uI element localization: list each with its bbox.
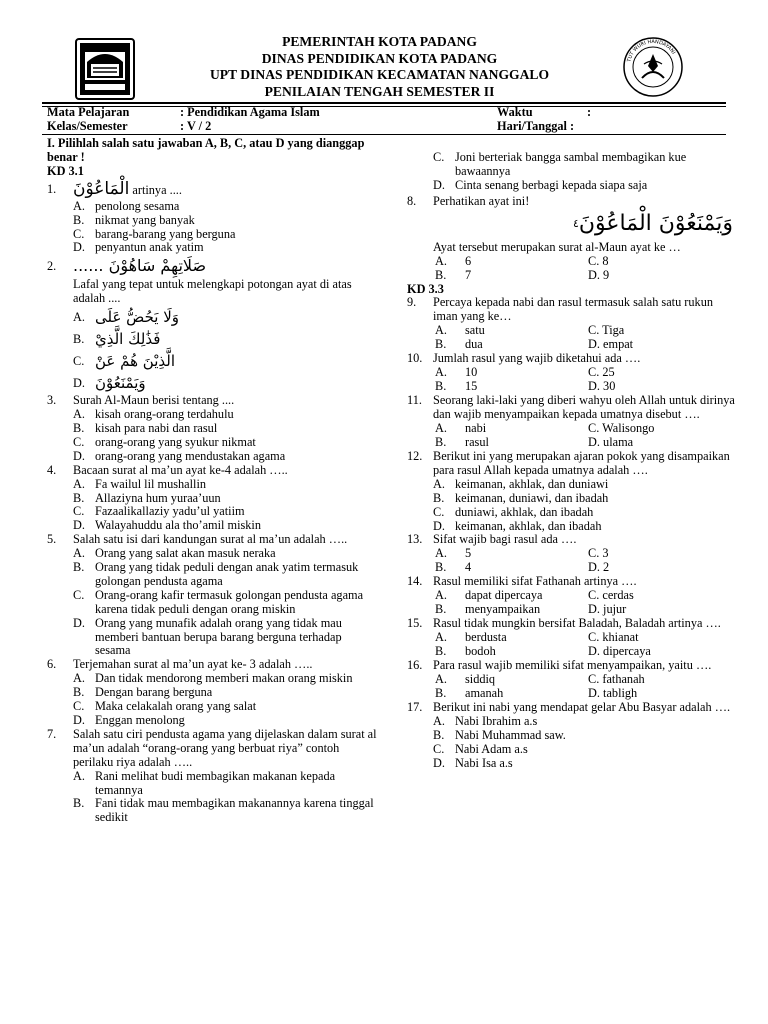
option[interactable]: rasul xyxy=(465,434,489,449)
option[interactable]: 7 xyxy=(465,267,472,282)
tut-wuri-handayani-logo xyxy=(620,36,686,98)
ayah-text: وَيَمْنَعُوْنَ الْمَاعُوْنَ xyxy=(578,210,733,236)
option[interactable]: C. khianat xyxy=(588,630,639,645)
option-row: B. rasul D. ulama xyxy=(435,434,634,449)
option[interactable]: D. Orang yang munafik adalah orang yang tidak mau memberi bantuan berupa barang berguna terhadap sesama xyxy=(73,615,342,658)
option[interactable]: C. Nabi Adam a.s xyxy=(433,741,528,756)
option[interactable]: D. وَيَمْنَعُوْنَ xyxy=(73,374,146,393)
question-text: Percaya kepada nabi dan rasul termasuk salah satu rukun iman yang ke… xyxy=(433,295,713,324)
question-text: Sifat wajib bagi rasul ada …. xyxy=(433,532,577,547)
logo-motto: TUT WURI HANDAYANI xyxy=(626,38,677,63)
option[interactable]: D. 30 xyxy=(588,379,616,394)
kd-3-1: KD 3.1 xyxy=(47,163,84,178)
option[interactable]: D. keimanan, akhlak, dan ibadah xyxy=(433,518,602,533)
option-row: A. dapat dipercaya C. cerdas xyxy=(435,588,634,603)
option[interactable]: A. وَلَا يَحُضُّ عَلَى xyxy=(73,308,179,327)
option-row: B. 7 D. 9 xyxy=(435,267,610,282)
question-number: 2. xyxy=(47,259,57,274)
instruction: I. Pilihlah salah satu jawaban A, B, C, atau D yang dianggap benar ! xyxy=(47,136,365,164)
question-number: 1. xyxy=(47,181,57,196)
option[interactable]: D. Enggan menolong xyxy=(73,713,185,727)
option-row: A. 6 C. 8 xyxy=(435,253,609,268)
question-text: artinya .... xyxy=(129,182,182,197)
exam-header xyxy=(75,34,690,102)
option[interactable]: D. orang-orang yang mendustakan agama xyxy=(73,448,286,463)
option[interactable]: A. Nabi Ibrahim a.s xyxy=(433,713,538,728)
question-text: Berikut ini yang merupakan ajaran pokok yang disampaikan para rasul Allah kepada umatnya adalah …. xyxy=(433,448,730,477)
option-row: B. dua D. empat xyxy=(435,337,634,352)
right-column xyxy=(407,151,737,771)
option[interactable]: B. Allaziyna hum yuraa’uun xyxy=(73,490,221,505)
question-text: Ayat tersebut merupakan surat al-Maun ayat ke … xyxy=(433,239,681,254)
option[interactable]: amanah xyxy=(465,686,504,701)
question-2 xyxy=(47,255,377,278)
option-row: B. 4 D. 2 xyxy=(435,560,610,575)
option[interactable]: D. tabligh xyxy=(588,686,638,701)
question-16: 16. Para rasul wajib memiliki sifat menyampaikan, yaitu …. xyxy=(407,658,712,673)
option[interactable]: A. kisah orang-orang terdahulu xyxy=(73,407,234,422)
option[interactable]: B. kisah para nabi dan rasul xyxy=(73,420,218,435)
option[interactable]: B. Orang yang tidak peduli dengan anak yatim termasuk golongan pendusta agama xyxy=(73,560,359,588)
subject-label: Mata Pelajaran xyxy=(47,105,130,119)
exam-info xyxy=(47,105,737,133)
option[interactable]: A. penolong sesama xyxy=(73,198,180,213)
class-label: Kelas/Semester xyxy=(47,119,128,133)
time-label: Waktu xyxy=(497,105,533,119)
option[interactable]: C. cerdas xyxy=(588,588,634,603)
option-row: A. 5 C. 3 xyxy=(435,546,609,561)
arabic-text: صَلَاتِهِمْ سَاهُوْنَ ...... xyxy=(73,256,207,276)
option[interactable]: C. Fazaalikallaziy yadu’ul yatiim xyxy=(73,504,245,519)
option[interactable]: C. الَّذِيْنَ هُمْ عَنْ xyxy=(73,352,176,371)
option[interactable]: 5 xyxy=(465,546,472,561)
class-value: : V / 2 xyxy=(180,119,212,133)
option-row: B. bodoh D. dipercaya xyxy=(435,644,651,659)
option[interactable]: D. Walayahuddu ala tho’amil miskin xyxy=(73,518,262,533)
header-line-3: UPT DINAS PENDIDIKAN KECAMATAN NANGGALO xyxy=(209,67,550,82)
option[interactable]: 15 xyxy=(465,379,478,394)
option[interactable]: D. ulama xyxy=(588,434,634,449)
option[interactable]: D. 9 xyxy=(588,267,610,282)
option[interactable]: D. 2 xyxy=(588,560,610,575)
date-label: Hari/Tanggal : xyxy=(497,119,575,133)
question-text: Bacaan surat al ma’un ayat ke-4 adalah ….. xyxy=(73,462,288,477)
option[interactable]: A. Orang yang salat akan masuk neraka xyxy=(73,546,276,561)
option[interactable]: D. Cinta senang berbagi kepada siapa saja xyxy=(433,177,648,192)
question-text: Rasul tidak mungkin bersifat Baladah, Baladah artinya …. xyxy=(433,616,721,631)
option[interactable]: C. barang-barang yang berguna xyxy=(73,226,236,241)
left-column xyxy=(47,137,377,825)
option[interactable]: C. Orang-orang kafir termasuk golongan pendusta agama karena tidak peduli dengan orang miskin xyxy=(73,587,364,616)
option-row: B. amanah D. tabligh xyxy=(435,686,638,701)
option[interactable]: 4 xyxy=(465,560,472,575)
option[interactable]: dua xyxy=(465,337,483,352)
question-15: 15. Rasul tidak mungkin bersifat Baladah, Baladah artinya …. xyxy=(407,616,721,631)
question-11: 11. Seorang laki-laki yang diberi wahyu oleh Allah untuk dirinya dan wajib menyampaikan kepada umatnya disebut …. xyxy=(407,393,735,422)
padang-city-logo xyxy=(75,38,135,100)
option-row: B. menyampaikan D. jujur xyxy=(435,602,627,617)
option[interactable]: B. Dengan barang berguna xyxy=(73,685,213,700)
question-text: Salah satu isi dari kandungan surat al ma’un adalah ….. xyxy=(73,532,348,547)
option[interactable]: D. jujur xyxy=(588,602,627,617)
option[interactable]: B. keimanan, duniawi, dan ibadah xyxy=(433,490,609,505)
arabic-text: الْمَاعُوْنَ xyxy=(73,178,130,199)
option[interactable]: B. فَذَٰلِكَ الَّذِيْ xyxy=(73,330,161,349)
option[interactable]: B. Nabi Muhammad saw. xyxy=(433,727,566,742)
option[interactable]: 6 xyxy=(465,253,472,268)
option[interactable]: C. Tiga xyxy=(588,323,625,338)
option[interactable]: D. dipercaya xyxy=(588,644,651,659)
option[interactable]: C. duniawi, akhlak, dan ibadah xyxy=(433,504,594,519)
header-rule-thick xyxy=(42,102,726,104)
question-text: Terjemahan surat al ma’un ayat ke- 3 adalah ….. xyxy=(73,657,313,672)
question-1 xyxy=(47,179,377,200)
option[interactable]: C. 8 xyxy=(588,253,609,268)
option[interactable]: C. Maka celakalah orang yang salat xyxy=(73,699,257,714)
question-13: 13. Sifat wajib bagi rasul ada …. xyxy=(407,532,577,547)
option-row: A. nabi C. Walisongo xyxy=(435,420,655,435)
question-text: Perhatikan ayat ini! xyxy=(433,193,530,208)
header-line-4: PENILAIAN TENGAH SEMESTER II xyxy=(264,83,495,99)
option[interactable]: D. penyantun anak yatim xyxy=(73,240,204,255)
option[interactable]: C. Joni berteriak bangga sambal membagikan kue bawaannya xyxy=(433,150,687,178)
question-12: 12. Berikut ini yang merupakan ajaran pokok yang disampaikan para rasul Allah kepada umatnya adalah …. xyxy=(407,448,730,477)
option[interactable]: A. Dan tidak mendorong memberi makan orang miskin xyxy=(73,671,353,686)
option[interactable]: nabi xyxy=(465,420,487,435)
question-10: 10. Jumlah rasul yang wajib diketahui ada …. xyxy=(407,351,641,366)
question-text: Rasul memiliki sifat Fathanah artinya …. xyxy=(433,574,637,589)
question-text: Salah satu ciri pendusta agama yang dijelaskan dalam surat al ma’un adalah “orang-orang yang berbuat riya” contoh perilaku riya adalah ….. xyxy=(73,726,377,769)
option[interactable]: C. Walisongo xyxy=(588,420,655,435)
option-row: B. 15 D. 30 xyxy=(435,379,616,394)
question-6: 6. Terjemahan surat al ma’un ayat ke- 3 adalah ….. xyxy=(47,657,313,672)
question-text: Jumlah rasul yang wajib diketahui ada …. xyxy=(433,351,641,366)
question-4: 4. Bacaan surat al ma’un ayat ke-4 adalah ….. xyxy=(47,462,288,477)
option[interactable]: A. keimanan, akhlak, dan duniawi xyxy=(433,476,609,491)
option-row: A. satu C. Tiga xyxy=(435,323,625,338)
header-titles xyxy=(139,34,620,100)
option[interactable]: A. Rani melihat budi membagikan makanan kepada temannya xyxy=(73,768,336,797)
question-text: Seorang laki-laki yang diberi wahyu oleh Allah untuk dirinya dan wajib menyampaikan kepada umatnya disebut …. xyxy=(433,393,735,422)
question-text: Surah Al-Maun berisi tentang .... xyxy=(73,393,235,408)
question-14: 14. Rasul memiliki sifat Fathanah artinya …. xyxy=(407,574,637,589)
option-row: A. 10 C. 25 xyxy=(435,365,615,380)
question-text: Berikut ini nabi yang mendapat gelar Abu Basyar adalah …. xyxy=(433,700,731,715)
option-row: A. berdusta C. khianat xyxy=(435,630,639,645)
subject-value: : Pendidikan Agama Islam xyxy=(180,105,320,119)
option[interactable]: 10 xyxy=(465,365,478,380)
option[interactable]: D. empat xyxy=(588,337,634,352)
question-8: 8. Perhatikan ayat ini! xyxy=(407,193,530,208)
question-5: 5. Salah satu isi dari kandungan surat al ma’un adalah ….. xyxy=(47,532,348,547)
option[interactable]: C. fathanah xyxy=(588,672,645,687)
option[interactable]: bodoh xyxy=(465,644,496,659)
option[interactable]: C. 25 xyxy=(588,365,615,380)
option[interactable]: A. Fa wailul lil mushallin xyxy=(73,476,207,491)
question-17: 17. Berikut ini nabi yang mendapat gelar Abu Basyar adalah …. xyxy=(407,700,731,715)
question-9: 9. Percaya kepada nabi dan rasul termasuk salah satu rukun iman yang ke… xyxy=(407,295,713,324)
quran-verse xyxy=(407,209,737,239)
kd-3-3: KD 3.3 xyxy=(407,281,444,296)
option[interactable]: C. 3 xyxy=(588,546,609,561)
option[interactable]: B. Fani tidak mau membagikan makanannya karena tinggal sedikit xyxy=(73,796,374,825)
option[interactable]: dapat dipercaya xyxy=(465,588,543,603)
header-line-2: DINAS PENDIDIKAN KOTA PADANG xyxy=(261,50,498,66)
question-7: 7. Salah satu ciri pendusta agama yang dijelaskan dalam surat al ma’un adalah “orang-orang yang berbuat riya” contoh perilaku riya adalah ….. xyxy=(47,726,377,769)
info-rule xyxy=(42,134,726,135)
option[interactable]: menyampaikan xyxy=(465,602,541,617)
question-3: 3. Surah Al-Maun berisi tentang .... xyxy=(47,393,235,408)
option[interactable]: berdusta xyxy=(465,630,507,645)
header-line-1: PEMERINTAH KOTA PADANG xyxy=(282,34,477,49)
option[interactable]: B. nikmat yang banyak xyxy=(73,212,195,227)
ayah-number: ٤ xyxy=(572,216,579,230)
option[interactable]: siddiq xyxy=(465,672,496,687)
option[interactable]: satu xyxy=(465,323,485,338)
option-row: A. siddiq C. fathanah xyxy=(435,672,645,687)
option[interactable]: D. Nabi Isa a.s xyxy=(433,755,513,770)
question-text: Para rasul wajib memiliki sifat menyampaikan, yaitu …. xyxy=(433,658,712,673)
question-text: Lafal yang tepat untuk melengkapi potongan ayat di atas adalah .... xyxy=(73,277,352,306)
option[interactable]: C. orang-orang yang syukur nikmat xyxy=(73,434,256,449)
time-value: : xyxy=(587,105,592,119)
